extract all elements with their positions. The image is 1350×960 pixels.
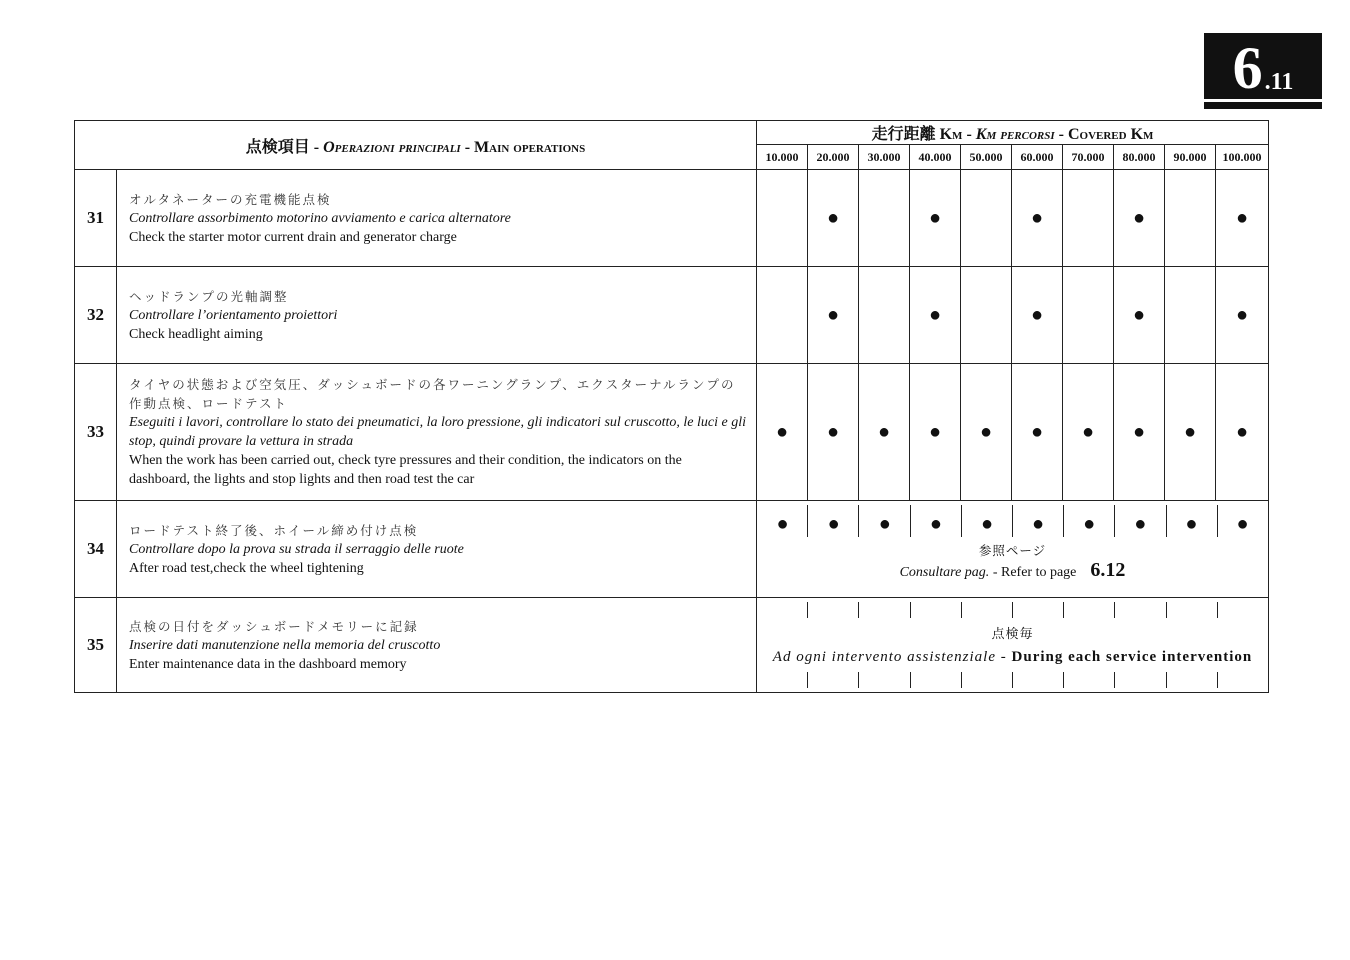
km-header: 走行距離 Km - Km percorsi - Covered Km — [757, 121, 1269, 145]
schedule-cell: ● — [808, 267, 859, 364]
refer-page-number: 6.12 — [1090, 559, 1126, 581]
operation-text-en: When the work has been carried out, check tyre pressures and their condition, the indicators on the dashboard, the lights and stop lights and then road test the car — [129, 453, 682, 487]
schedule-dot: ● — [878, 513, 891, 535]
page-sub-number: .11 — [1264, 69, 1294, 95]
page-section-number: 6 — [1232, 35, 1263, 101]
schedule-dot: ● — [827, 513, 840, 535]
km-header-en: Covered Km — [1067, 126, 1154, 143]
km-column-header: 80.000 — [1114, 145, 1165, 170]
operation-description — [117, 170, 757, 267]
km-column-header: 10.000 — [757, 145, 808, 170]
schedule-cell: ● — [1012, 267, 1063, 364]
operation-text-en: Check the starter motor current drain and generator charge — [129, 229, 457, 245]
column-tick-marks — [757, 672, 1268, 688]
km-column-header: 70.000 — [1063, 145, 1114, 170]
schedule-cell: ● — [1216, 267, 1269, 364]
km-column-header: 50.000 — [961, 145, 1012, 170]
operation-number: 31 — [75, 170, 117, 267]
km-column-header: 60.000 — [1012, 145, 1063, 170]
page-number-badge — [1204, 33, 1322, 99]
ops-header-en: Main operations — [474, 138, 586, 156]
operation-number: 35 — [75, 598, 117, 693]
schedule-cell — [1063, 267, 1114, 364]
schedule-cell: ● — [1114, 267, 1165, 364]
table-row — [75, 170, 1269, 267]
km-header-jp: 走行距離 — [871, 126, 936, 143]
operations-header: 点検項目 - Operazioni principali - Main operations — [75, 121, 757, 170]
schedule-cell — [1165, 170, 1216, 267]
km-column-header: 100.000 — [1216, 145, 1269, 170]
ops-header-jp: 点検項目 — [245, 138, 310, 156]
schedule-cell — [757, 170, 808, 267]
schedule-cell: ● — [808, 364, 859, 501]
operation-text-jp: ヘッドランプの光軸調整 — [129, 288, 289, 304]
schedule-cell: ● — [1216, 364, 1269, 501]
operation-number: 33 — [75, 364, 117, 501]
schedule-cell: ● — [1165, 364, 1216, 501]
refer-it: Consultare pag. — [899, 565, 990, 580]
schedule-cell — [961, 170, 1012, 267]
schedule-cell — [757, 267, 808, 364]
operation-text-jp: タイヤの状態および空気圧、ダッシュボードの各ワーニングランプ、エクスターナルランプの作動点検、ロードテスト — [129, 377, 736, 411]
schedule-cell — [961, 267, 1012, 364]
operation-text-jp: ロードテスト終了後、ホイール締め付け点検 — [129, 522, 419, 538]
operation-text-en: Check headlight aiming — [129, 326, 263, 342]
schedule-dot: ● — [776, 513, 789, 535]
each-it: Ad ogni intervento assistenziale — [772, 649, 997, 665]
km-column-header: 90.000 — [1165, 145, 1216, 170]
schedule-cell — [859, 267, 910, 364]
schedule-cell: ● — [1063, 364, 1114, 501]
schedule-cell: ● — [1114, 170, 1165, 267]
schedule-dot: ● — [1032, 513, 1045, 535]
schedule-cell — [1165, 267, 1216, 364]
schedule-cell: ● — [910, 364, 961, 501]
schedule-cell: ● — [808, 170, 859, 267]
operation-description — [117, 364, 757, 501]
schedule-dot: ● — [929, 513, 942, 535]
operation-text-it: Controllare dopo la prova su strada il serraggio delle ruote — [129, 541, 464, 557]
ops-header-it: Operazioni principali — [323, 138, 461, 156]
each-en: During each service intervention — [1011, 649, 1253, 665]
schedule-dots — [757, 513, 1268, 536]
schedule-cell: ● — [1012, 364, 1063, 501]
operation-description — [117, 501, 757, 598]
schedule-cell: ● — [910, 267, 961, 364]
schedule-cell — [859, 170, 910, 267]
operation-text-jp: オルタネーターの充電機能点検 — [129, 191, 332, 207]
operation-description — [117, 267, 757, 364]
schedule-cell: ● — [757, 364, 808, 501]
schedule-cell: ● — [961, 364, 1012, 501]
schedule-cell: ● — [1216, 170, 1269, 267]
table-row — [75, 267, 1269, 364]
schedule-cell: ● — [1114, 364, 1165, 501]
operation-text-jp: 点検の日付をダッシュボードメモリーに記録 — [129, 618, 419, 634]
operation-text-it: Inserire dati manutenzione nella memoria del cruscotto — [129, 637, 441, 653]
each-service-note: 点検毎 Ad ogni intervento assistenziale - During each service intervention — [757, 624, 1268, 668]
operation-number: 34 — [75, 501, 117, 598]
km-column-header: 20.000 — [808, 145, 859, 170]
km-column-header: 40.000 — [910, 145, 961, 170]
schedule-cell: ● — [859, 364, 910, 501]
operation-description — [117, 598, 757, 693]
schedule-dot: ● — [1134, 513, 1147, 535]
schedule-dot: ● — [1083, 513, 1096, 535]
schedule-dot: ● — [1185, 513, 1198, 535]
km-column-header: 30.000 — [859, 145, 910, 170]
km-header-it: Km percorsi — [975, 126, 1055, 143]
operation-text-it: Eseguiti i lavori, controllare lo stato dei pneumatici, la loro pressione, gli indicatori sul cruscotto, le luci e gli stop, quindi provare la vettura in strada — [129, 415, 746, 449]
each-jp: 点検毎 — [991, 627, 1034, 642]
schedule-dot: ● — [1236, 513, 1249, 535]
operation-number: 32 — [75, 267, 117, 364]
operation-text-en: Enter maintenance data in the dashboard memory — [129, 656, 407, 672]
schedule-merged-cell — [757, 598, 1269, 693]
refer-to-page-note: 参照ページ Consultare pag. - Refer to page 6.12 — [757, 541, 1268, 582]
operation-text-en: After road test,check the wheel tightening — [129, 560, 364, 576]
table-row — [75, 501, 1269, 598]
schedule-merged-cell — [757, 501, 1269, 598]
column-tick-marks — [757, 602, 1268, 618]
refer-jp: 参照ページ — [978, 543, 1047, 558]
schedule-cell — [1063, 170, 1114, 267]
operation-text-it: Controllare l’orientamento proiettori — [129, 307, 338, 323]
operation-text-it: Controllare assorbimento motorino avviamento e carica alternatore — [129, 210, 511, 226]
schedule-dot: ● — [980, 513, 994, 535]
badge-underline — [1204, 102, 1322, 109]
schedule-cell: ● — [910, 170, 961, 267]
table-row — [75, 598, 1269, 693]
schedule-cell: ● — [1012, 170, 1063, 267]
refer-en: Refer to page — [1000, 565, 1077, 580]
table-row — [75, 364, 1269, 501]
maintenance-schedule-table — [74, 120, 1269, 693]
